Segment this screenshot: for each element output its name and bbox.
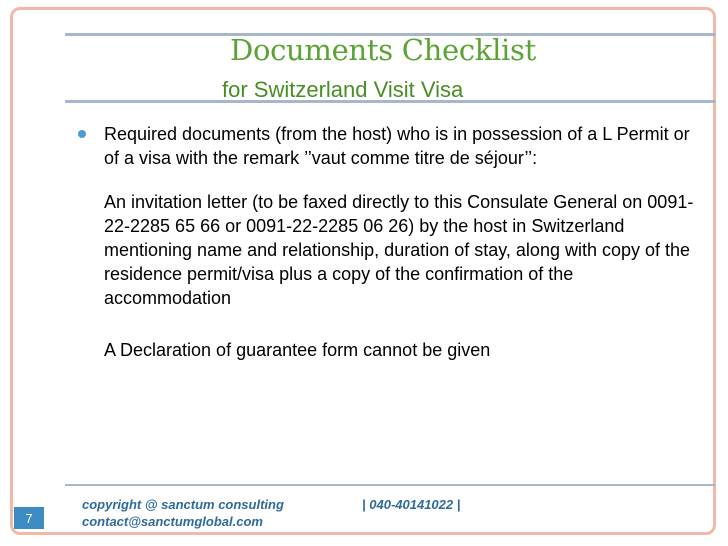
slide-content <box>77 122 697 362</box>
footer-rule <box>65 484 716 486</box>
page-number-badge: 7 <box>14 507 44 529</box>
footer-contact <box>82 496 342 530</box>
slide-title: Documents Checklist <box>230 33 536 67</box>
bullet-dot-icon <box>78 130 86 138</box>
bullet-text: Required documents (from the host) who is in possession of a L Permit or of a visa with the remark ’’vaut comme titre de séjour’’: <box>104 124 690 168</box>
invitation-paragraph: An invitation letter (to be faxed directly to this Consulate General on 0091-22-2285 65 66 or 0091-22-2285 06 26) by the host in Switzerland mentioning name and relationship, duration of stay, along with copy of the residence permit/visa plus a copy of the confirmation of the accommodation <box>104 192 694 308</box>
declaration-paragraph: A Declaration of guarantee form cannot be given <box>104 340 491 360</box>
footer-email: contact@sanctumglobal.com <box>82 514 263 529</box>
footer-copyright: copyright @ sanctum consulting <box>82 497 284 512</box>
bullet-item <box>77 122 697 170</box>
slide-subtitle: for Switzerland Visit Visa <box>222 77 464 102</box>
footer-phone: | 040-40141022 | <box>362 497 461 512</box>
